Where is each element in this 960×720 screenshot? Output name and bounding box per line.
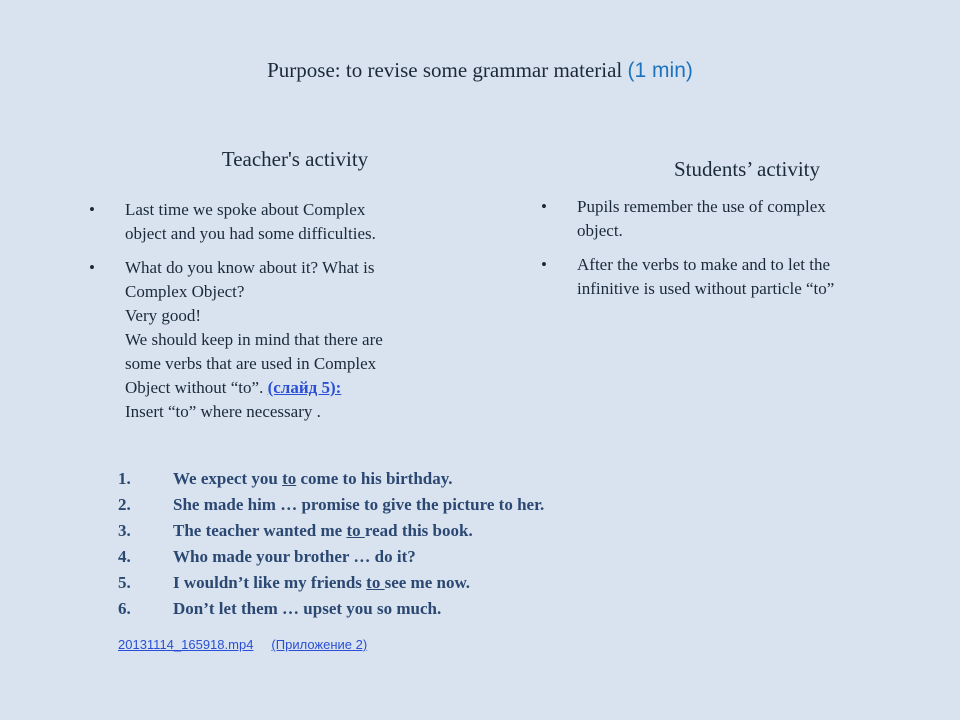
teacher-activity-list [89, 198, 469, 434]
teacher-bullet-2-line-6 [125, 376, 469, 400]
exercise-number: 5. [118, 573, 131, 592]
exercise-text: Who made your brother … do it? [173, 547, 416, 566]
students-activity-list [541, 195, 911, 311]
students-bullet-1-line-1: • Pupils remember the use of complex [577, 197, 826, 216]
exercise-item-2 [118, 492, 738, 518]
exercise-text: I wouldn’t like my friends [173, 573, 367, 592]
exercise-text: We expect you [173, 469, 283, 488]
footer-links [118, 637, 367, 652]
teacher-bullet-1-line-1: • Last time we spoke about Complex [125, 200, 366, 219]
students-bullet-1 [541, 195, 911, 243]
exercise-text: The teacher wanted me [173, 521, 347, 540]
teacher-bullet-2-line-7: Insert “to” where necessary . [125, 402, 321, 421]
teacher-bullet-1 [89, 198, 469, 246]
students-bullet-2-line-1: • After the verbs to make and to let the [577, 255, 831, 274]
exercise-list [118, 466, 738, 622]
exercise-text: She made him … promise to give the picture to her. [173, 495, 545, 514]
title-duration: (1 min) [627, 59, 693, 82]
exercise-text: Don’t let them … upset you so much. [173, 599, 442, 618]
exercise-number: 1. [118, 469, 131, 488]
exercise-item-5 [118, 570, 738, 596]
exercise-text: come to his birthday. [296, 469, 453, 488]
students-bullet-2 [541, 253, 911, 301]
appendix-link[interactable]: (Приложение 2) [271, 637, 368, 652]
exercise-text: see me now. [384, 573, 471, 592]
exercise-item-3 [118, 518, 738, 544]
page-title [0, 58, 960, 83]
exercise-item-1 [118, 466, 738, 492]
teacher-bullet-2-line-1: • What do you know about it? What is [125, 258, 375, 277]
video-file-link[interactable]: 20131114_165918.mp4 [118, 637, 254, 652]
exercise-item-6 [118, 596, 738, 622]
exercise-answer: to [366, 573, 385, 592]
exercise-text: read this book. [364, 521, 473, 540]
exercise-answer: to [346, 521, 365, 540]
teacher-bullet-2 [89, 256, 469, 424]
teacher-bullet-2-line-4: We should keep in mind that there are [125, 330, 383, 349]
title-text: Purpose: to revise some grammar material [267, 58, 628, 82]
exercise-number: 2. [118, 495, 131, 514]
teacher-bullet-2-line-5: some verbs that are used in Complex [125, 354, 377, 373]
students-bullet-2-line-2: infinitive is used without particle “to” [577, 279, 835, 298]
students-activity-heading: Students’ activity [673, 157, 820, 181]
teacher-bullet-2-line-2: Complex Object? [125, 282, 245, 301]
teacher-bullet-2-pre-link: Object without “to”. [125, 378, 268, 397]
teacher-bullet-2-line-3: Very good! [125, 306, 202, 325]
exercise-number: 4. [118, 547, 131, 566]
exercise-answer: to [282, 469, 297, 488]
students-bullet-1-line-2: object. [577, 221, 623, 240]
exercise-item-4 [118, 544, 738, 570]
teacher-bullet-1-line-2: object and you had some difficulties. [125, 224, 376, 243]
slide-5-link[interactable]: (слайд 5): [267, 378, 342, 397]
exercise-number: 6. [118, 599, 131, 618]
teacher-activity-heading: Teacher's activity [221, 147, 369, 171]
exercise-number: 3. [118, 521, 131, 540]
